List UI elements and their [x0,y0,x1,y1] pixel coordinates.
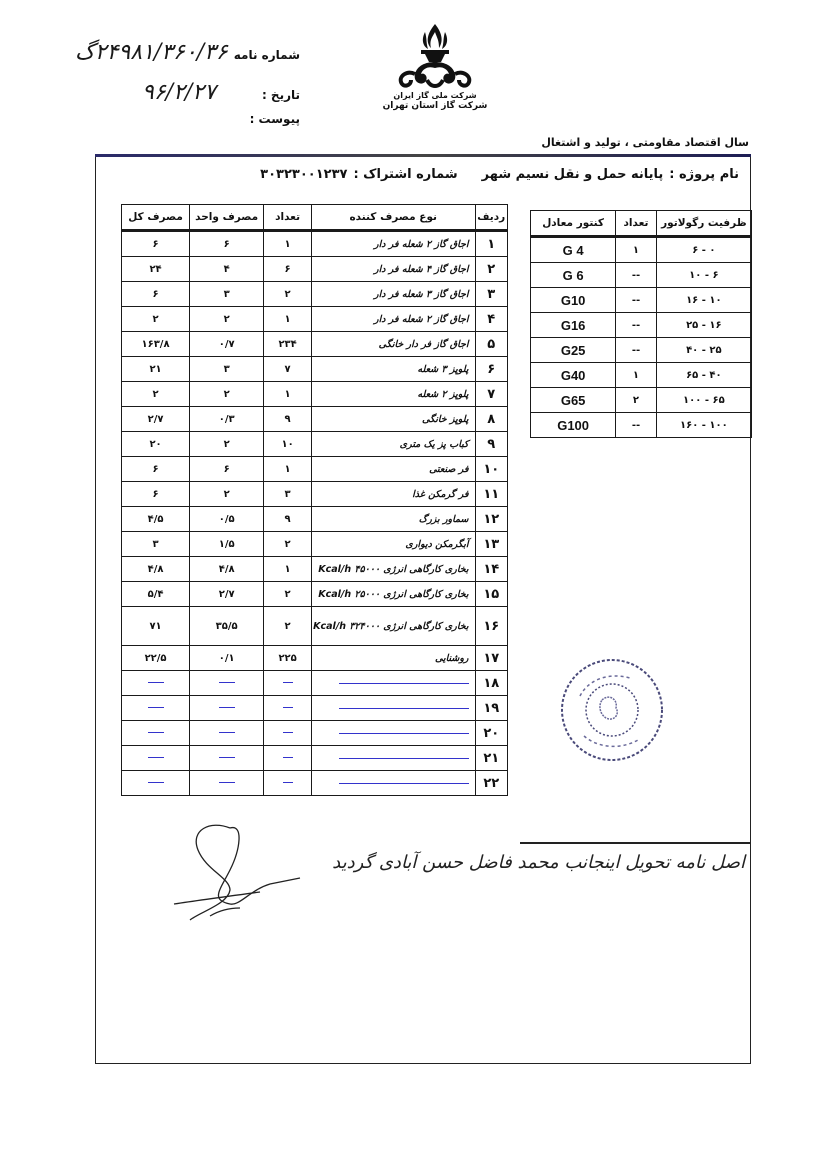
unit-consumption-cell: ۰/۱ [190,646,264,671]
unit-consumption-cell [190,696,264,721]
row-number-cell: ۷ [475,382,508,407]
row-number-cell: ۱۸ [475,671,508,696]
unit-consumption-cell [190,721,264,746]
regulator-capacity-cell: ۰ - ۶ [656,237,751,263]
consumer-type-cell [311,696,475,721]
empty-dash [283,707,293,708]
regulator-count-cell: -- [616,338,657,363]
attachment-label: پیوست : [249,112,300,126]
row-number-cell: ۲۱ [475,746,508,771]
total-consumption-cell: ۶ [122,231,190,257]
total-consumption-cell: ۲۰ [122,432,190,457]
date-row [142,80,300,105]
total-consumption-cell: ۴/۸ [122,557,190,582]
empty-dash [148,757,164,758]
equivalent-meter-cell: G40 [531,363,616,388]
count-cell: ۲ [264,607,312,646]
letter-number-row [75,40,300,65]
consumer-row [122,357,508,382]
header-count: تعداد [264,205,312,231]
logo-line-2: شرکت گاز استان تهران [382,101,488,111]
unit-consumption-cell [190,671,264,696]
consumer-row [122,582,508,607]
empty-dash [339,758,469,759]
regulator-row [531,263,752,288]
attachment-row [244,112,300,126]
consumer-row [122,407,508,432]
unit-consumption-cell: ۲/۷ [190,582,264,607]
consumer-row [122,607,508,646]
total-consumption-cell: ۲۲/۵ [122,646,190,671]
count-cell: ۲ [264,532,312,557]
regulator-capacity-cell: ۶۵ - ۱۰۰ [656,388,751,413]
header-total-consumption: مصرف کل [122,205,190,231]
empty-dash [283,757,293,758]
unit-consumption-cell: ۲ [190,482,264,507]
consumer-type-cell: اجاق گاز ۴ شعله فر دار [311,257,475,282]
consumer-type-cell: فر صنعتی [311,457,475,482]
unit-consumption-cell: ۲ [190,382,264,407]
consumer-row [122,432,508,457]
row-number-cell: ۳ [475,282,508,307]
consumer-type-cell: فر گرمکن غذا [311,482,475,507]
regulator-count-cell: ۲ [616,388,657,413]
count-cell: ۱ [264,382,312,407]
regulator-capacity-cell: ۱۰۰ - ۱۶۰ [656,413,751,438]
unit-consumption-cell: ۶ [190,231,264,257]
consumers-header-row [122,205,508,231]
consumer-row [122,231,508,257]
empty-dash [148,707,164,708]
unit-consumption-cell: ۴ [190,257,264,282]
total-consumption-cell: ۴/۵ [122,507,190,532]
total-consumption-cell [122,696,190,721]
unit-consumption-cell: ۳ [190,282,264,307]
unit-consumption-cell [190,771,264,796]
total-consumption-cell: ۲/۷ [122,407,190,432]
regulator-count-cell: -- [616,413,657,438]
consumer-row [122,746,508,771]
company-logo [380,22,490,127]
consumer-type-cell: بخاری کارگاهی انرژی Kcal/h ۴۵۰۰۰ [311,557,475,582]
consumer-type-cell: پلوپز خانگی [311,407,475,432]
unit-consumption-cell: ۴/۸ [190,557,264,582]
equivalent-meter-cell: G25 [531,338,616,363]
consumer-type-cell: اجاق گاز ۲ شعله فر دار [311,307,475,332]
consumer-type-cell: کباب پز یک متری [311,432,475,457]
consumer-row [122,532,508,557]
consumer-row [122,721,508,746]
unit-consumption-cell: ۲ [190,307,264,332]
header-regulator-capacity: ظرفیت رگولاتور [656,211,751,237]
consumer-type-cell [311,721,475,746]
total-consumption-cell: ۵/۴ [122,582,190,607]
empty-dash [339,708,469,709]
regulator-count-cell: -- [616,288,657,313]
count-cell: ۹ [264,407,312,432]
letter-number-value: ۲۴۹۸۱/۳۶۰/۳۶گ [75,40,228,65]
flame-gas-company-logo-icon [395,22,475,90]
equivalent-meter-cell: G16 [531,313,616,338]
consumer-row [122,382,508,407]
equivalent-meter-cell: G65 [531,388,616,413]
consumer-type-cell [311,671,475,696]
regulator-row [531,363,752,388]
row-number-cell: ۱۲ [475,507,508,532]
regulator-row [531,388,752,413]
empty-dash [219,757,235,758]
row-number-cell: ۱۳ [475,532,508,557]
row-number-cell: ۵ [475,332,508,357]
total-consumption-cell [122,721,190,746]
count-cell: ۲۳۴ [264,332,312,357]
unit-consumption-cell: ۰/۳ [190,407,264,432]
subscription-value: ۳۰۳۲۳۰۰۱۲۳۷ [260,167,348,182]
row-number-cell: ۲۰ [475,721,508,746]
consumer-type-cell [311,746,475,771]
consumer-row [122,696,508,721]
equivalent-meter-cell: G10 [531,288,616,313]
unit-consumption-cell: ۰/۵ [190,507,264,532]
equivalent-meter-cell: G100 [531,413,616,438]
project-name-value: پایانه حمل و نقل نسیم شهر [481,167,664,182]
total-consumption-cell: ۳ [122,532,190,557]
consumer-row [122,646,508,671]
unit-consumption-cell [190,746,264,771]
row-number-cell: ۱۰ [475,457,508,482]
frame-top-rule [95,154,751,157]
empty-dash [339,683,469,684]
regulators-header-row [531,211,752,237]
header-equivalent-meter: کنتور معادل [531,211,616,237]
count-cell [264,746,312,771]
regulator-capacity-cell: ۴۰ - ۶۵ [656,363,751,388]
unit-consumption-cell: ۰/۷ [190,332,264,357]
count-cell: ۲ [264,282,312,307]
header-row-number: ردیف [475,205,508,231]
subscription-label: شماره اشتراک : [353,167,458,182]
consumer-type-cell: اجاق گاز ۲ شعله فر دار [311,231,475,257]
count-cell: ۳ [264,482,312,507]
row-number-cell: ۲۲ [475,771,508,796]
header-consumer-type: نوع مصرف کننده [311,205,475,231]
count-cell: ۷ [264,357,312,382]
consumer-row [122,307,508,332]
empty-dash [283,682,293,683]
equivalent-meter-cell: G 6 [531,263,616,288]
unit-consumption-cell: ۳ [190,357,264,382]
row-number-cell: ۱۱ [475,482,508,507]
consumer-type-cell: آبگرمکن دیواری [311,532,475,557]
note-underline [520,842,750,844]
consumer-row [122,257,508,282]
consumer-row [122,332,508,357]
total-consumption-cell: ۲۱ [122,357,190,382]
row-number-cell: ۲ [475,257,508,282]
unit-consumption-cell: ۱/۵ [190,532,264,557]
empty-dash [219,707,235,708]
regulator-count-cell: -- [616,313,657,338]
header-regulator-count: تعداد [616,211,657,237]
total-consumption-cell: ۲ [122,307,190,332]
consumers-table [121,204,508,796]
regulator-row [531,338,752,363]
count-cell: ۱ [264,307,312,332]
signature-scribble-icon [170,820,310,930]
project-info [260,167,739,182]
count-cell: ۱ [264,457,312,482]
count-cell: ۲ [264,582,312,607]
empty-dash [219,732,235,733]
consumer-row [122,771,508,796]
consumer-type-cell: روشنایی [311,646,475,671]
empty-dash [283,732,293,733]
regulators-body [531,237,752,438]
regulator-capacity-cell: ۶ - ۱۰ [656,263,751,288]
row-number-cell: ۶ [475,357,508,382]
row-number-cell: ۱ [475,231,508,257]
regulator-row [531,288,752,313]
count-cell [264,696,312,721]
letter-number-label: شماره نامه [233,48,300,62]
count-cell: ۶ [264,257,312,282]
consumer-type-cell [311,771,475,796]
handwritten-receipt-note: اصل نامه تحویل اینجانب محمد فاضل حسن آبادی گردید [332,852,745,873]
regulator-count-cell: ۱ [616,237,657,263]
empty-dash [148,732,164,733]
row-number-cell: ۱۶ [475,607,508,646]
date-label: تاریخ : [261,88,300,102]
regulator-row [531,313,752,338]
row-number-cell: ۹ [475,432,508,457]
count-cell [264,721,312,746]
consumer-type-cell: پلوپز ۳ شعله [311,357,475,382]
unit-consumption-cell: ۳۵/۵ [190,607,264,646]
consumer-row [122,671,508,696]
regulator-count-cell: ۱ [616,363,657,388]
consumers-body [122,231,508,796]
row-number-cell: ۱۷ [475,646,508,671]
count-cell: ۱۰ [264,432,312,457]
total-consumption-cell: ۷۱ [122,607,190,646]
consumer-row [122,482,508,507]
total-consumption-cell: ۲ [122,382,190,407]
total-consumption-cell [122,746,190,771]
count-cell [264,671,312,696]
consumer-row [122,282,508,307]
header-unit-consumption: مصرف واحد [190,205,264,231]
row-number-cell: ۱۹ [475,696,508,721]
empty-dash [339,783,469,784]
count-cell: ۱ [264,557,312,582]
regulator-row [531,413,752,438]
total-consumption-cell: ۲۴ [122,257,190,282]
empty-dash [283,782,293,783]
total-consumption-cell [122,771,190,796]
project-name-label: نام پروژه : [669,167,739,182]
regulators-table [530,210,752,438]
unit-consumption-cell: ۶ [190,457,264,482]
row-number-cell: ۱۵ [475,582,508,607]
year-slogan: سال اقتصاد مقاومتی ، تولید و اشتغال [541,136,749,149]
regulator-capacity-cell: ۱۶ - ۲۵ [656,313,751,338]
regulator-capacity-cell: ۲۵ - ۴۰ [656,338,751,363]
regulator-capacity-cell: ۱۰ - ۱۶ [656,288,751,313]
date-value: ۹۶/۲/۲۷ [142,80,216,105]
empty-dash [148,682,164,683]
total-consumption-cell: ۶ [122,482,190,507]
count-cell [264,771,312,796]
consumer-type-cell: بخاری کارگاهی انرژی Kcal/h ۲۵۰۰۰ [311,582,475,607]
consumer-type-cell: بخاری کارگاهی انرژی Kcal/h ۳۲۴۰۰۰ [311,607,475,646]
total-consumption-cell: ۶ [122,282,190,307]
total-consumption-cell: ۱۶۳/۸ [122,332,190,357]
total-consumption-cell [122,671,190,696]
total-consumption-cell: ۶ [122,457,190,482]
consumer-type-cell: سماور بزرگ [311,507,475,532]
row-number-cell: ۸ [475,407,508,432]
count-cell: ۱ [264,231,312,257]
consumer-row [122,557,508,582]
consumer-type-cell: اجاق گاز ۳ شعله فر دار [311,282,475,307]
consumer-type-cell: اجاق گاز فر دار خانگی [311,332,475,357]
row-number-cell: ۴ [475,307,508,332]
consumer-row [122,507,508,532]
consumer-row [122,457,508,482]
empty-dash [219,682,235,683]
equivalent-meter-cell: G 4 [531,237,616,263]
empty-dash [339,733,469,734]
regulator-count-cell: -- [616,263,657,288]
row-number-cell: ۱۴ [475,557,508,582]
count-cell: ۲۲۵ [264,646,312,671]
regulator-row [531,237,752,263]
count-cell: ۹ [264,507,312,532]
official-round-stamp-icon [558,656,666,764]
consumer-type-cell: پلوپز ۲ شعله [311,382,475,407]
empty-dash [219,782,235,783]
logo-line-1: شرکت ملی گاز ایران [393,91,477,100]
unit-consumption-cell: ۲ [190,432,264,457]
letter-meta [70,40,300,140]
empty-dash [148,782,164,783]
